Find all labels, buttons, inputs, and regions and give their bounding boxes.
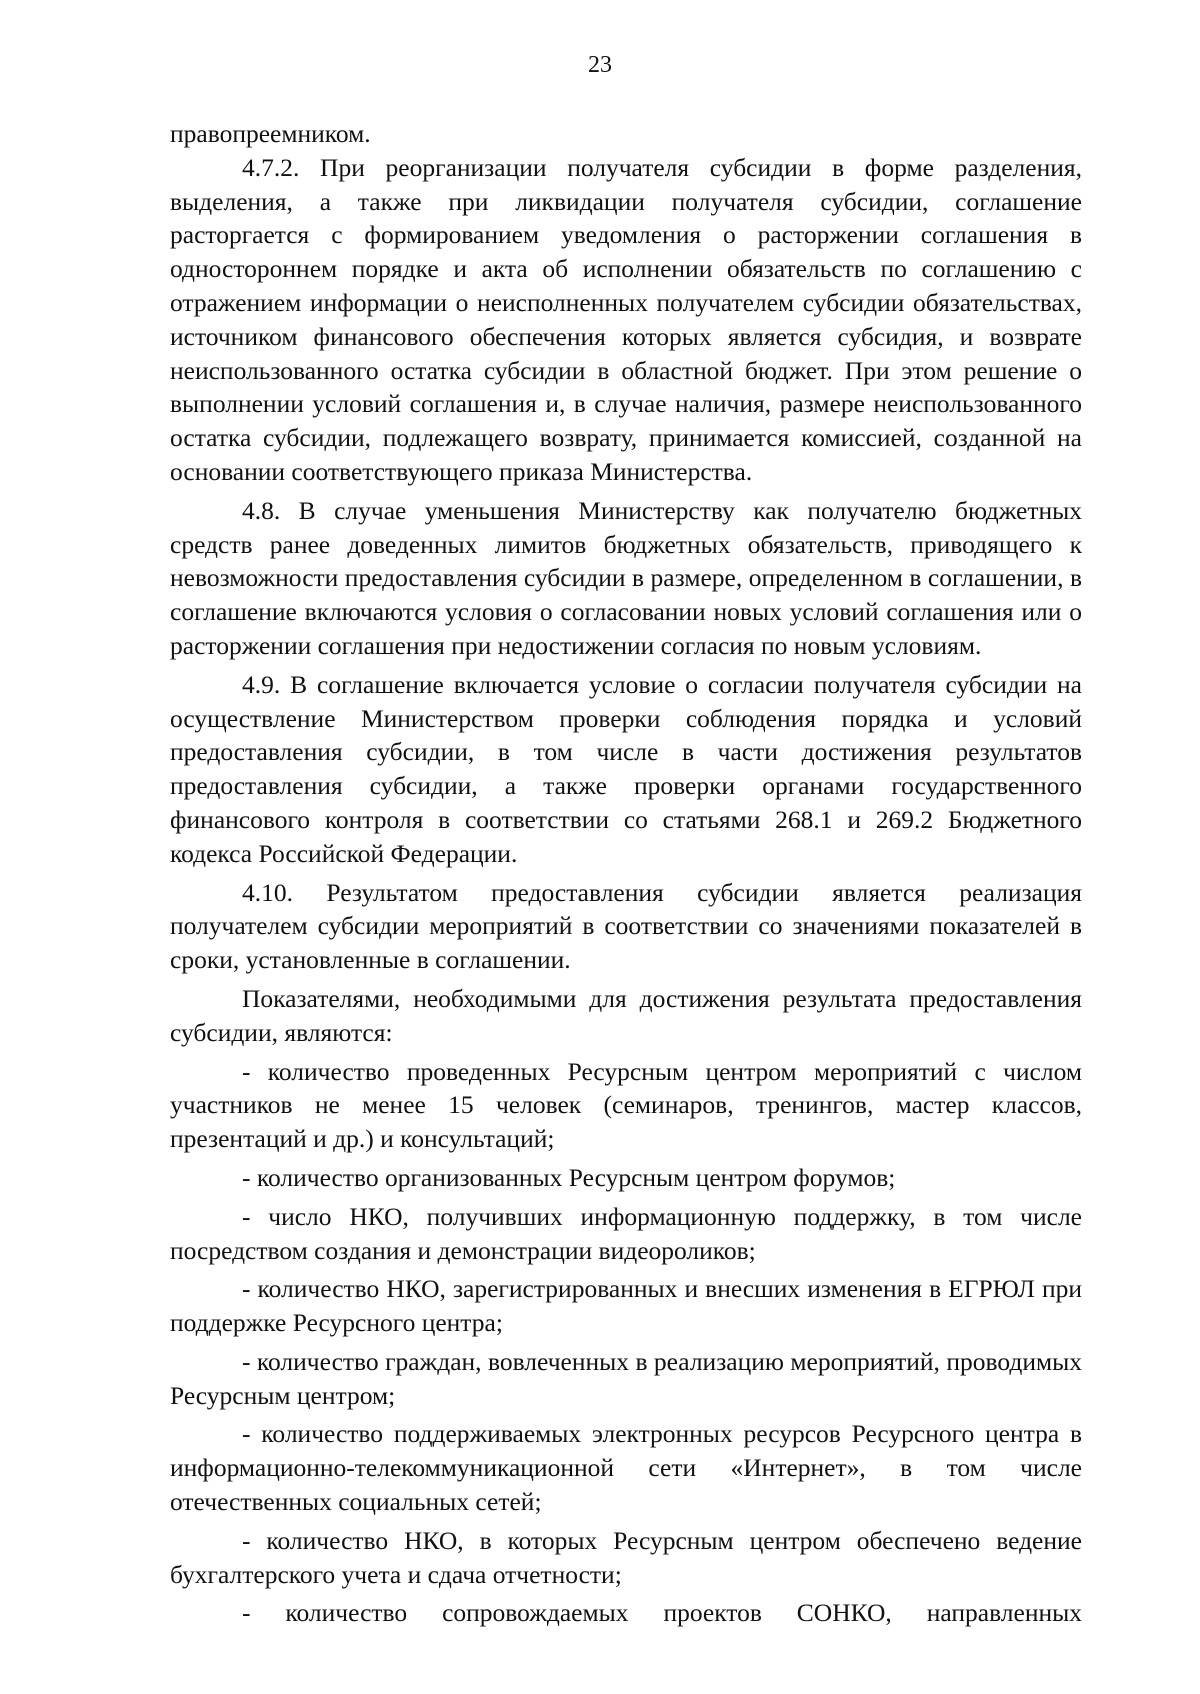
paragraph-4-9: 4.9. В соглашение включается условие о согласии получателя субсидии на осуществление Министерством проверки соблюдения порядка и условий предоставления субсидии, в том числе в части достижения результатов предоставления субсидии, а также проверки органами государственного финансового контроля в соответствии со статьями 268.1 и 269.2 Бюджетного кодекса Российской Федерации. — [170, 669, 1082, 868]
paragraph-4-10: 4.10. Результатом предоставления субсидии является реализация получателем субсидии мероприятий в соответствии со значениями показателей в сроки, установленные в соглашении. — [170, 877, 1082, 975]
list-item-projects: - количество сопровождаемых проектов СОНКО, направленных — [242, 1598, 1082, 1628]
document-body — [170, 117, 1082, 1630]
paragraph-continuation: правопреемником. — [170, 119, 371, 148]
list-item-registration: - количество НКО, зарегистрированных и внесших изменения в ЕГРЮЛ при поддержке Ресурсного центра; — [170, 1274, 1082, 1338]
list-item-info-support: - число НКО, получивших информационную поддержку, в том числе посредством создания и демонстрации видеороликов; — [170, 1201, 1082, 1265]
list-item-accounting: - количество НКО, в которых Ресурсным центром обеспечено ведение бухгалтерского учета и сдача отчетности; — [170, 1525, 1082, 1589]
paragraph-4-7-2: 4.7.2. При реорганизации получателя субсидии в форме разделения, выделения, а также при ликвидации получателя субсидии, соглашение расторгается с формированием уведомления о расторжении соглашения в одностороннем порядке и акта об исполнении обязательств по соглашению с отражением информации о неисполненных получателем субсидии обязательствах, источником финансового обеспечения которых является субсидия, и возврате неиспользованного остатка субсидии в областной бюджет. При этом решение о выполнении условий соглашения и, в случае наличия, размере неиспользованного остатка субсидии, подлежащего возврату, принимается комиссией, созданной на основании соответствующего приказа Министерства. — [170, 152, 1082, 486]
list-item-events: - количество проведенных Ресурсным центром мероприятий с числом участников не менее 15 человек (семинаров, тренингов, мастер классов, презентаций и др.) и консультаций; — [170, 1056, 1082, 1154]
list-item-citizens: - количество граждан, вовлеченных в реализацию мероприятий, проводимых Ресурсным центром; — [170, 1346, 1082, 1410]
list-item-electronic-resources: - количество поддерживаемых электронных ресурсов Ресурсного центра в информационно-телекоммуникационной сети «Интернет», в том числе отечественных социальных сетей; — [170, 1419, 1082, 1517]
page-number: 23 — [588, 52, 612, 78]
list-item-forums: - количество организованных Ресурсным центром форумов; — [242, 1162, 896, 1192]
paragraph-4-8: 4.8. В случае уменьшения Министерству как получателю бюджетных средств ранее доведенных лимитов бюджетных обязательств, приводящего к невозможности предоставления субсидии в размере, определенном в соглашении, в соглашение включаются условия о согласовании новых условий соглашения или о расторжении соглашения при недостижении согласия по новым условиям. — [170, 495, 1082, 660]
paragraph-indicators-intro: Показателями, необходимыми для достижения результата предоставления субсидии, являются: — [170, 983, 1082, 1047]
